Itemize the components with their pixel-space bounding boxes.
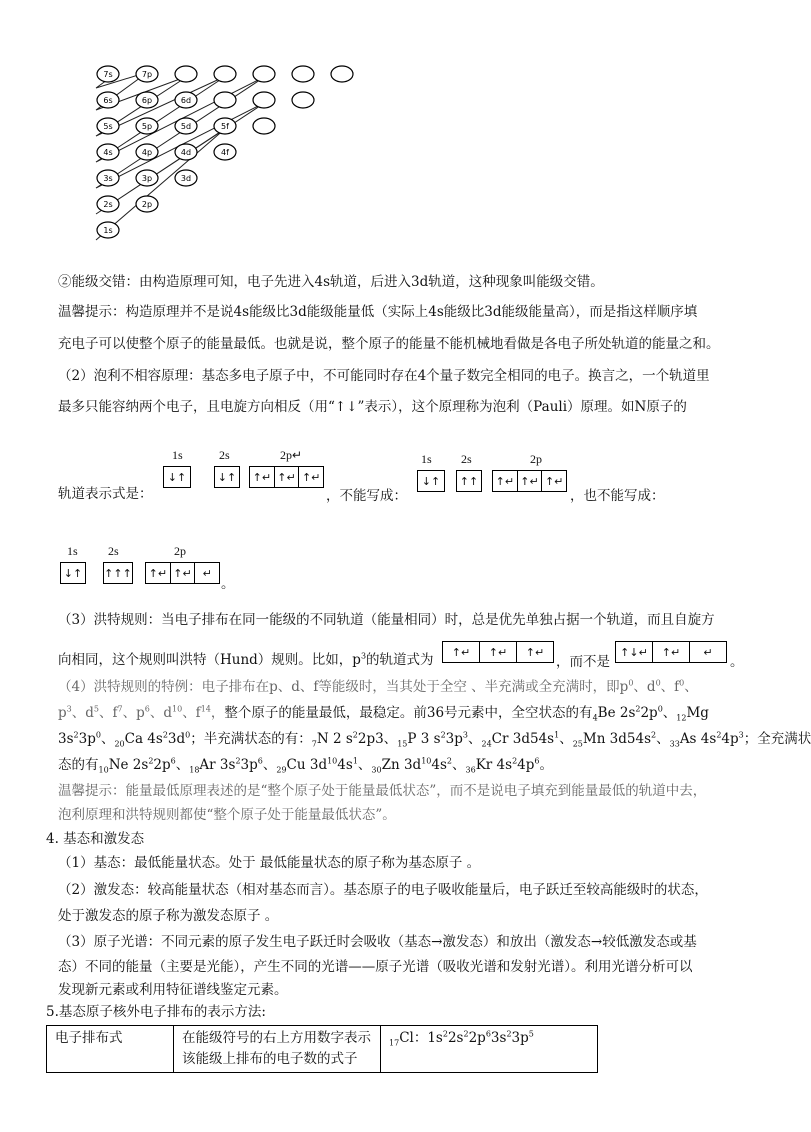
orbital-box-b3: ↑↵ ↑↵ ↑↵ bbox=[492, 470, 567, 492]
table-row bbox=[47, 1026, 598, 1073]
orbital-label: 7p bbox=[141, 70, 153, 79]
orbital-label: 5s bbox=[103, 122, 113, 131]
orbital-label: 4d bbox=[180, 148, 192, 157]
s4-spectrum-a: （3）原子光谱：不同元素的原子发生电子跃迁时会吸收（基态→激发态）和放出（激发态→较低激发态或基 bbox=[58, 934, 697, 950]
orbital-label: 4s bbox=[103, 148, 113, 157]
label-1s-b: 1s bbox=[421, 452, 432, 466]
orbital-label: 5p bbox=[141, 122, 153, 131]
orbital-box-a3: ↑↵ ↑↵ ↑↵ bbox=[249, 466, 324, 488]
label-1s: 1s bbox=[172, 448, 183, 462]
special-line2: $p^3$、$d^5$、$f^7$、$p^6$、$d^{10}$、$f^{14}$，整个原子的能量最低，最稳定。前36号元素中，全空状态的有$_4$Be $2s^22p^0$、$_{12}$Mg bbox=[58, 704, 709, 723]
s4-spectrum-c: 发现新元素或利用特征谱线鉴定元素。 bbox=[58, 982, 288, 998]
tip1-line1: 温馨提示：构造原理并不是说4s能级比3d能级能量低（实际上4s能级比3d能级能量高），而是指这样顺序填 bbox=[58, 304, 698, 320]
label-2s: 2s bbox=[219, 448, 230, 462]
config-table bbox=[46, 1025, 598, 1073]
orbital-box-a1: ↓↑ bbox=[163, 466, 191, 488]
orbital-label: 3p bbox=[141, 174, 153, 183]
tip1-line2: 充电子可以使整个原子的能量最低。也就是说，整个原子的能量不能机械地看做是各电子所处轨道的能量之和。 bbox=[58, 336, 720, 352]
period: 。 bbox=[221, 576, 235, 592]
tip2-line2: 泡利原理和洪特规则都使“整个原子处于能量最低状态”。 bbox=[58, 807, 396, 823]
label-2p: 2p↵ bbox=[280, 448, 303, 462]
table-cell-example: $_{17}$Cl：$1s^22s^22p^63s^23p^5$ bbox=[381, 1026, 598, 1073]
orbital-label: 7s bbox=[103, 70, 113, 79]
orbital-circle bbox=[253, 92, 275, 108]
special-line4: 态的有$_{10}$Ne $2s^22p^6$、$_{18}$Ar $3s^23p^6$、$_{29}$Cu $3d^{10}4s^1$、$_{30}$Zn $3d^{10}4s^2$、$_{36}$Kr $4s^24p^6$。 bbox=[58, 756, 553, 775]
orbital-label: 4f bbox=[221, 148, 229, 157]
hund-not: ，而不是 bbox=[556, 654, 610, 670]
orbital-circle bbox=[331, 66, 353, 82]
orbital-box-c1: ↓↑ bbox=[60, 562, 86, 584]
orbital-label: 6s bbox=[103, 96, 113, 105]
table-cell-desc: 在能级符号的右上方用数字表示 该能级上排布的电子数的式子 bbox=[174, 1026, 381, 1073]
pauli-line1: （2）泡利不相容原理：基态多电子原子中，不可能同时存在4个量子数完全相同的电子。换言之，一个轨道里 bbox=[58, 368, 710, 384]
section4-title: 4. 基态和激发态 bbox=[46, 831, 145, 847]
table-cell-term: 电子排布式 bbox=[47, 1026, 174, 1073]
label-2s-b: 2s bbox=[461, 452, 472, 466]
orbital-text-b: ，不能写成： bbox=[326, 488, 407, 504]
orbital-label: 1s bbox=[103, 226, 113, 235]
hund-line1: （3）洪特规则：当电子排布在同一能级的不同轨道（能量相同）时，总是优先单独占据一个轨道，而且自旋方 bbox=[58, 612, 715, 628]
orbital-circle bbox=[253, 118, 275, 134]
special-line3: $3s^23p^0$、$_{20}$Ca $4s^23d^0$；半充满状态的有：$_7$N 2 $s^22p3$、$_{15}$P 3 $s^23p^3$、$_{24}$Cr $3d54s^1$、$_{25}$Mn $3d54s^2$、$_{33}$As $4s^24p^3$；全充满状 bbox=[58, 730, 811, 749]
s4-excited-b: 处于激发态的原子称为激发态原子 。 bbox=[58, 908, 279, 924]
aufbau-diagram bbox=[88, 62, 378, 254]
orbital-box-b2: ↑↑ bbox=[456, 470, 482, 492]
label-2p-b: 2p bbox=[530, 452, 542, 466]
orbital-box-c3: ↑↵ ↑↵ ↵ bbox=[145, 562, 220, 584]
orbital-box-h1: ↑↵ ↑↵ ↑↵ bbox=[442, 641, 554, 663]
s4-excited-a: （2）激发态：较高能量状态（相对基态而言）。基态原子的电子吸收能量后，电子跃迁至较高能级时的状态， bbox=[58, 882, 708, 898]
label-2p-c: 2p bbox=[174, 544, 186, 558]
orbital-circle bbox=[214, 66, 236, 82]
orbital-text-c: ，也不能写成： bbox=[570, 488, 665, 504]
orbital-text-a: 轨道表示式是： bbox=[58, 486, 153, 502]
hund-line2: 向相同，这个规则叫洪特（Hund）规则。比如，$p^3$的轨道式为 bbox=[58, 651, 434, 668]
orbital-circle bbox=[253, 66, 275, 82]
orbital-circle bbox=[175, 66, 197, 82]
pauli-line2: 最多只能容纳两个电子，且电旋方向相反（用“↑↓”表示），这个原理称为泡利（Pauli）原理。如N原子的 bbox=[58, 399, 687, 415]
s4-basic: （1）基态：最低能量状态。处于 最低能量状态的原子称为基态原子 。 bbox=[58, 855, 481, 871]
orbital-label: 4p bbox=[141, 148, 153, 157]
orbital-label: 5f bbox=[221, 122, 229, 131]
orbital-label: 2p bbox=[141, 200, 153, 209]
orbital-label: 3d bbox=[180, 174, 192, 183]
orbital-label: 5d bbox=[180, 122, 192, 131]
orbital-box-h2: ↑↓↵ ↑↵ ↵ bbox=[615, 641, 727, 663]
s4-spectrum-b: 态）不同的能量（主要是光能），产生不同的光谱——原子光谱（吸收光谱和发射光谱）。利用光谱分析可以 bbox=[58, 959, 693, 975]
orbital-circle bbox=[292, 66, 314, 82]
orbital-circle bbox=[292, 92, 314, 108]
label-1s-c: 1s bbox=[67, 544, 78, 558]
paragraph-jiaocuo: ②能级交错：由构造原理可知，电子先进入4s轨道，后进入3d轨道，这种现象叫能级交错。 bbox=[58, 274, 604, 290]
orbital-label: 2s bbox=[103, 200, 113, 209]
orbital-label: 3s bbox=[103, 174, 113, 183]
special-line1: （4）洪特规则的特例：电子排布在p、d、f等能级时，当其处于全空 、半充满或全充满时，即$p^0$、$d^0$、$f^0$、 bbox=[58, 678, 698, 695]
orbital-box-a2: ↓↑ bbox=[214, 466, 240, 488]
label-2s-c: 2s bbox=[108, 544, 119, 558]
section5-title: 5.基态原子核外电子排布的表示方法: bbox=[46, 1004, 266, 1020]
orbital-label: 6d bbox=[180, 96, 192, 105]
period-2: 。 bbox=[730, 654, 744, 670]
orbital-box-b1: ↓↑ bbox=[417, 470, 445, 492]
orbital-label: 6p bbox=[141, 96, 153, 105]
orbital-box-c2: ↑↑↑ bbox=[103, 562, 133, 584]
orbital-circle bbox=[214, 92, 236, 108]
tip2-line1: 温馨提示：能量最低原理表述的是“整个原子处于能量最低状态”，而不是说电子填充到能量最低的轨道中去， bbox=[58, 783, 707, 799]
